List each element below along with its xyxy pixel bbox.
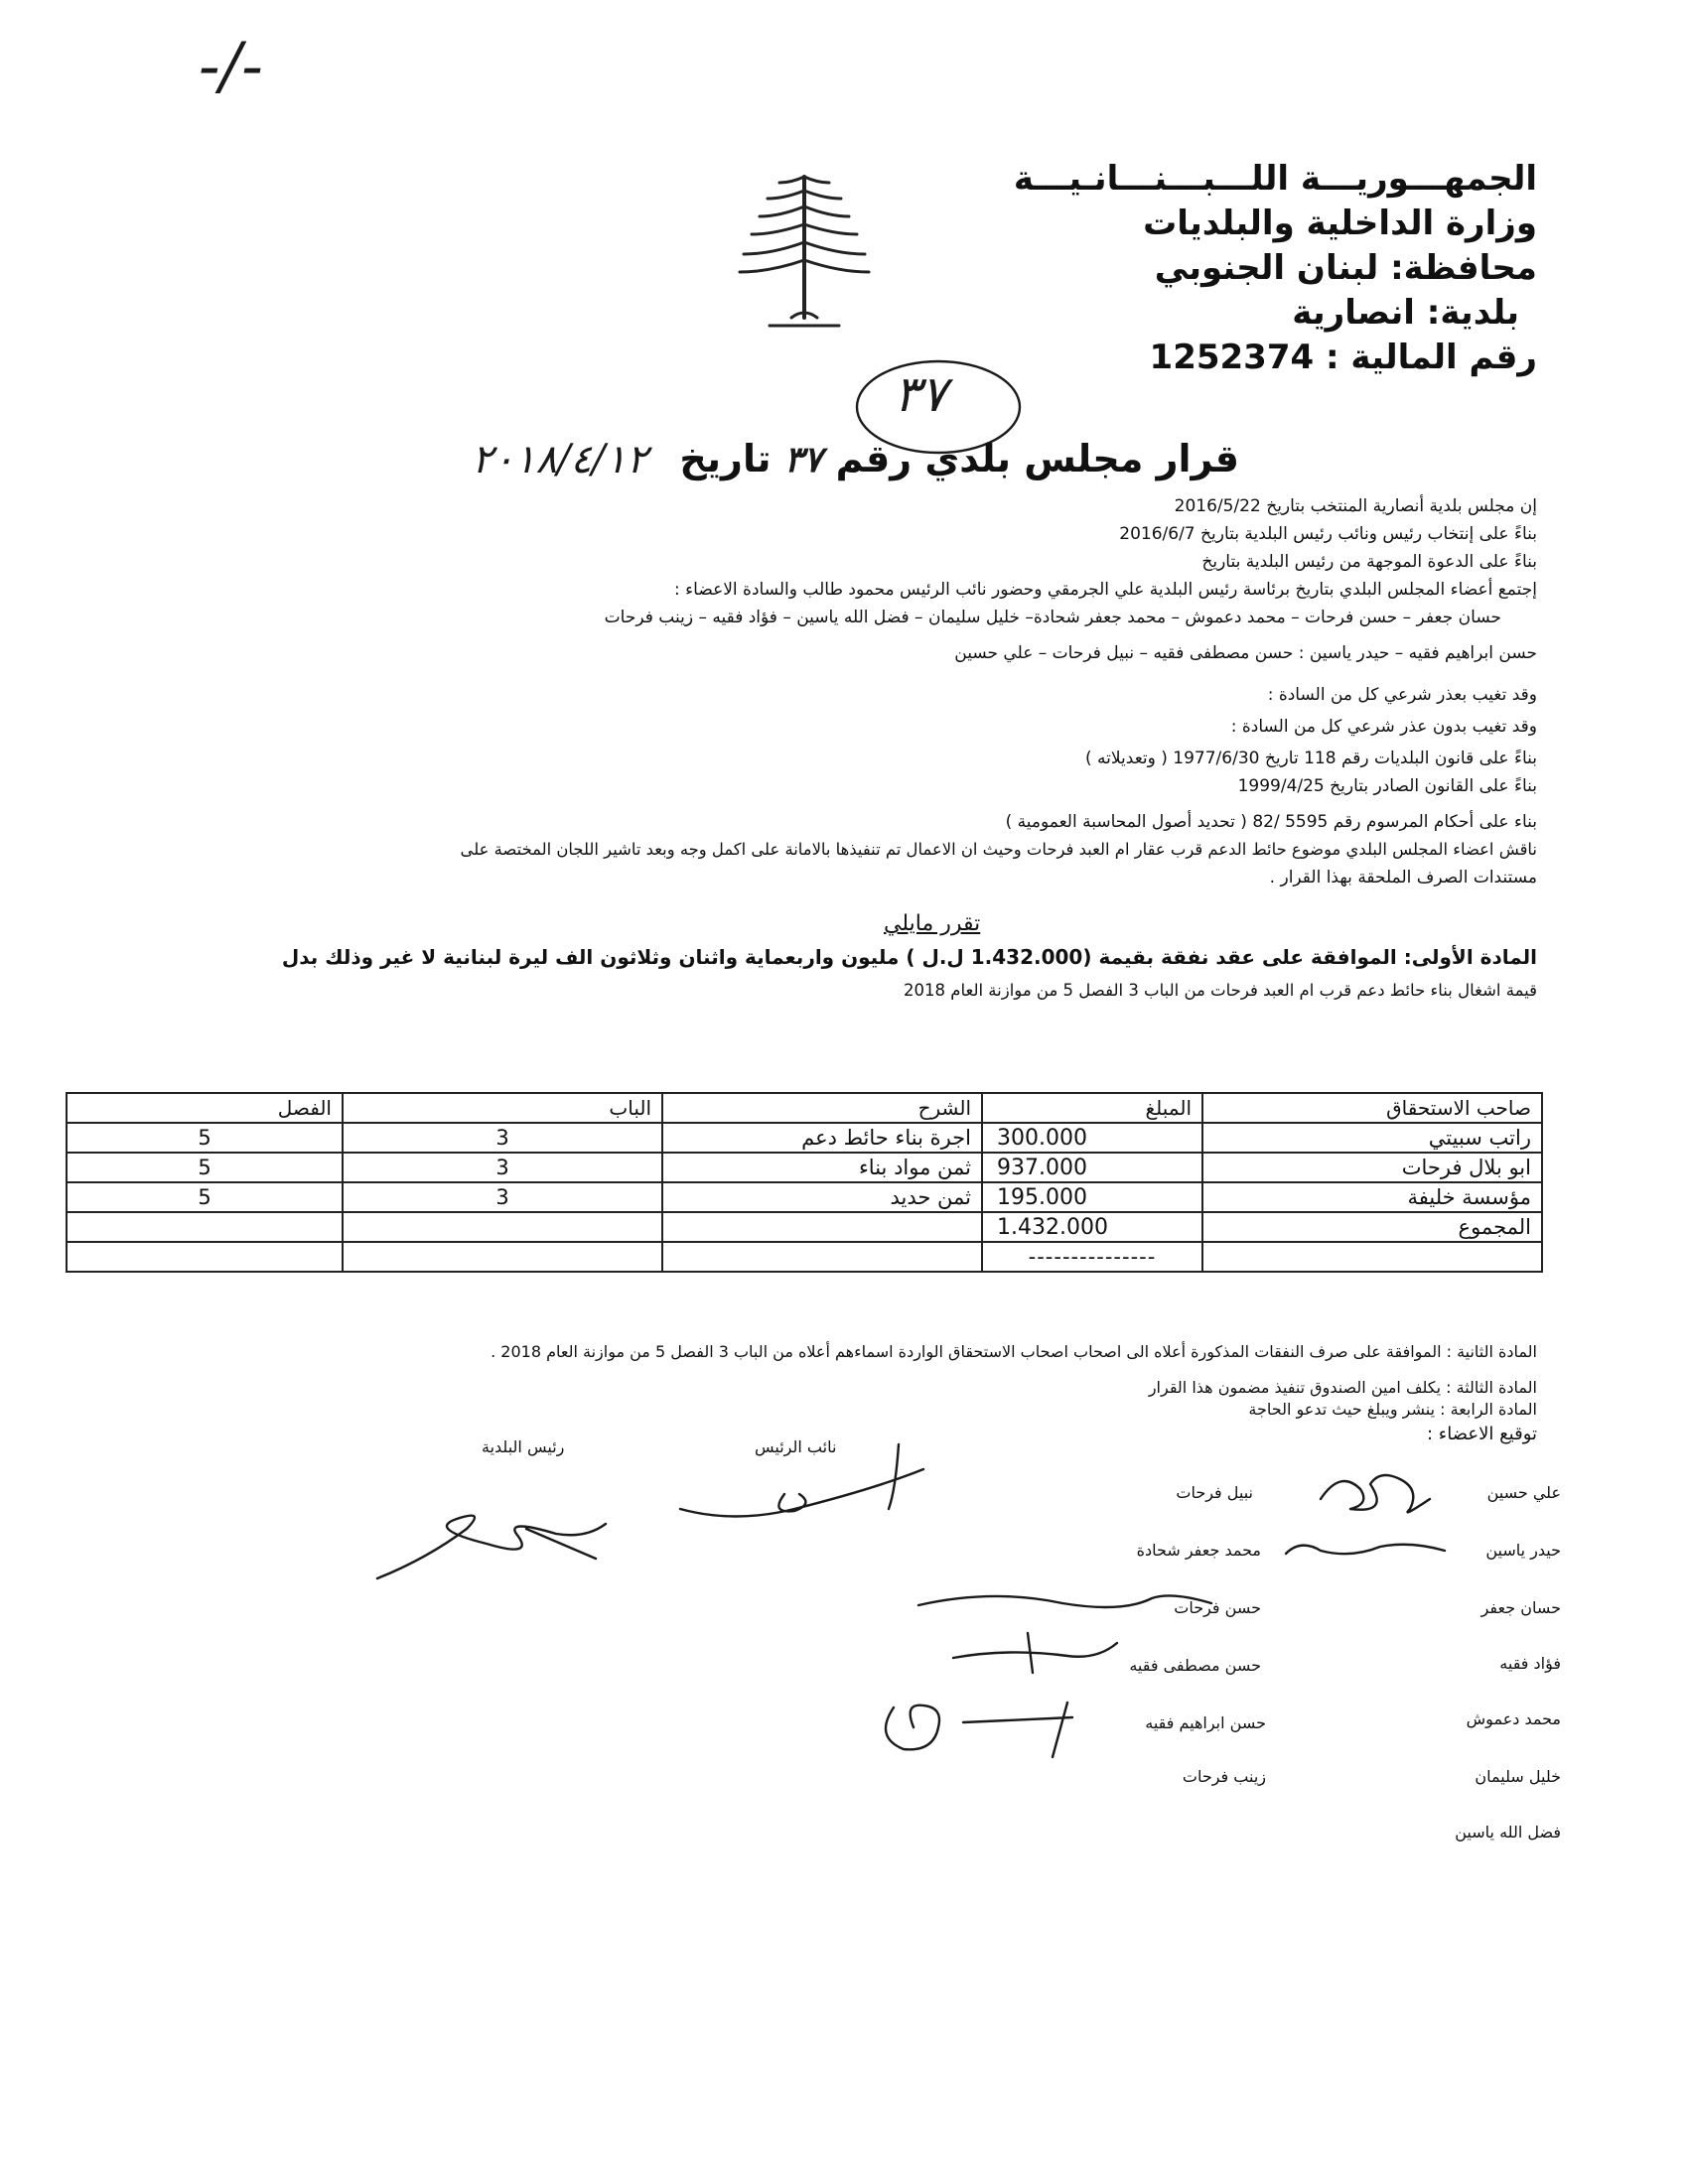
preamble-line: مستندات الصرف الملحقة بهذا القرار .	[1269, 868, 1537, 887]
article-three: المادة الثالثة : يكلف امين الصندوق تنفيذ مضمون هذا القرار	[1148, 1378, 1537, 1397]
preamble-line: بناءً على القانون الصادر بتاريخ 1999/4/25	[1237, 776, 1537, 796]
col-header-description: الشرح	[662, 1093, 982, 1123]
cell-chapter: 5	[67, 1182, 343, 1212]
member-signature	[948, 1628, 1127, 1678]
cell-amount: 195.000	[982, 1182, 1202, 1212]
preamble-line: إن مجلس بلدية أنصارية المنتخب بتاريخ 2016/5/22	[1174, 496, 1537, 516]
total-label: المجموع	[1202, 1212, 1542, 1242]
article-one-line: قيمة اشغال بناء حائط دعم قرب ام العبد فرحات من الباب 3 الفصل 5 من موازنة العام 2018	[904, 981, 1537, 1000]
table-dash-row	[67, 1242, 1542, 1272]
member-name: محمد دعموش	[1466, 1709, 1561, 1728]
member-signature	[1281, 1529, 1450, 1569]
cell-chapter: 5	[67, 1123, 343, 1153]
preamble-line: بناءً على الدعوة الموجهة من رئيس البلدية بتاريخ	[1201, 552, 1537, 572]
dash-line: ---------------	[982, 1242, 1202, 1272]
preamble-line: حسان جعفر – حسن فرحات – محمد دعموش – محمد جعفر شحادة– خليل سليمان – فضل الله ياسين – فؤاد فقيه – زينب فرحات	[604, 608, 1501, 627]
empty-cell	[343, 1212, 662, 1242]
empty-cell	[1202, 1242, 1542, 1272]
preamble-line: بناءً على إنتخاب رئيس ونائب رئيس البلدية بتاريخ 2016/6/7	[1119, 524, 1537, 544]
corner-handwritten-mark: -/-	[199, 30, 263, 103]
member-name: نبيل فرحات	[1176, 1483, 1253, 1502]
ministry-heading: وزارة الداخلية والبلديات	[1143, 204, 1537, 243]
table-total-row	[67, 1212, 1542, 1242]
preamble-line: بناء على أحكام المرسوم رقم 5595 /82 ( تحديد أصول المحاسبة العمومية )	[1005, 812, 1537, 832]
empty-cell	[662, 1212, 982, 1242]
empty-cell	[67, 1242, 343, 1272]
member-name: حسن فرحات	[1174, 1598, 1261, 1617]
decision-title	[679, 437, 1239, 480]
article-two: المادة الثانية : الموافقة على صرف النفقات المذكورة أعلاه الى اصحاب اصحاب الاستحقاق الواردة اسماءهم أعلاه من الباب 3 الفصل 5 من موازنة العام 2018 .	[491, 1342, 1537, 1361]
municipality-heading: بلدية: انصارية	[1292, 293, 1519, 333]
member-name: حيدر ياسين	[1485, 1541, 1561, 1560]
table-header-row	[67, 1093, 1542, 1123]
title-handwritten-date: ٢٠١٨/٤/١٢	[472, 437, 648, 482]
member-name: خليل سليمان	[1475, 1767, 1561, 1786]
president-label: رئيس البلدية	[482, 1437, 565, 1456]
col-header-chapter: الفصل	[67, 1093, 343, 1123]
preamble-line: ناقش اعضاء المجلس البلدي موضوع حائط الدعم قرب عقار ام العبد فرحات وحيث ان الاعمال تم تنفيذها بالامانة على اكمل وجه وبعد تاشير اللجان المختصة على	[460, 840, 1537, 859]
empty-cell	[343, 1242, 662, 1272]
col-header-payee: صاحب الاستحقاق	[1202, 1093, 1542, 1123]
cell-description: اجرة بناء حائط دعم	[662, 1123, 982, 1153]
cell-amount: 300.000	[982, 1123, 1202, 1153]
republic-heading: الجمهـــوريـــة اللـــبـــنـــانـيـــة	[1013, 159, 1537, 199]
cell-description: ثمن حديد	[662, 1182, 982, 1212]
preamble-line: وقد تغيب بعذر شرعي كل من السادة :	[1267, 685, 1537, 705]
table-row	[67, 1153, 1542, 1182]
member-signature	[864, 1688, 1092, 1767]
empty-cell	[662, 1242, 982, 1272]
vice-president-label: نائب الرئيس	[755, 1437, 837, 1456]
cell-payee: راتب سبيتي	[1202, 1123, 1542, 1153]
cell-payee: ابو بلال فرحات	[1202, 1153, 1542, 1182]
col-header-door: الباب	[343, 1093, 662, 1123]
member-name: فضل الله ياسين	[1455, 1823, 1561, 1842]
preamble-line: حسن ابراهيم فقيه – حيدر ياسين : حسن مصطفى فقيه – نبيل فرحات – علي حسين	[954, 643, 1537, 663]
governorate-heading: محافظة: لبنان الجنوبي	[1154, 248, 1537, 288]
cell-description: ثمن مواد بناء	[662, 1153, 982, 1182]
cedar-emblem	[730, 169, 879, 338]
article-one-line: المادة الأولى: الموافقة على عقد نفقة بقيمة (1.432.000 ل.ل ) مليون واربعماية واثنان وثلاثون الف ليرة لبنانية لا غير وذلك بدل	[281, 945, 1537, 969]
cell-door: 3	[343, 1182, 662, 1212]
member-name: محمد جعفر شحادة	[1136, 1541, 1261, 1560]
col-header-amount: المبلغ	[982, 1093, 1202, 1123]
decision-heading: تقرر مايلي	[884, 911, 981, 936]
article-four: المادة الرابعة : ينشر ويبلغ حيث تدعو الحاجة	[1248, 1400, 1537, 1419]
cell-chapter: 5	[67, 1153, 343, 1182]
member-name: حسن مصطفى فقيه	[1129, 1656, 1261, 1675]
empty-cell	[67, 1212, 343, 1242]
title-suffix: تاريخ	[679, 437, 772, 480]
payments-table	[66, 1092, 1543, 1273]
member-name: فؤاد فقيه	[1499, 1654, 1561, 1673]
preamble-line: إجتمع أعضاء المجلس البلدي بتاريخ برئاسة رئيس البلدية علي الجرمقي وحضور نائب الرئيس محمود طالب والسادة الاعضاء :	[674, 580, 1537, 600]
member-name: زينب فرحات	[1182, 1767, 1266, 1786]
table-row	[67, 1182, 1542, 1212]
member-signature	[914, 1583, 1221, 1623]
total-amount: 1.432.000	[982, 1212, 1202, 1242]
table-row	[67, 1123, 1542, 1153]
cell-amount: 937.000	[982, 1153, 1202, 1182]
member-signature	[1311, 1459, 1450, 1529]
cell-payee: مؤسسة خليفة	[1202, 1182, 1542, 1212]
circled-number: ٣٧	[894, 365, 947, 423]
cell-door: 3	[343, 1123, 662, 1153]
preamble-line: بناءً على قانون البلديات رقم 118 تاريخ 1977/6/30 ( وتعديلاته )	[1085, 749, 1537, 768]
title-prefix: قرار مجلس بلدي رقم	[835, 437, 1239, 480]
president-signature	[367, 1489, 645, 1588]
signatures-heading: توقيع الاعضاء :	[1427, 1424, 1537, 1444]
member-name: حسان جعفر	[1480, 1598, 1561, 1617]
member-name: علي حسين	[1486, 1483, 1561, 1502]
cell-door: 3	[343, 1153, 662, 1182]
finance-number: رقم المالية : 1252374	[1149, 338, 1537, 377]
preamble-line: وقد تغيب بدون عذر شرعي كل من السادة :	[1230, 717, 1537, 737]
title-handwritten-number: ٣٧	[783, 439, 823, 480]
vice-president-signature	[675, 1430, 943, 1539]
member-name: حسن ابراهيم فقيه	[1145, 1713, 1266, 1732]
